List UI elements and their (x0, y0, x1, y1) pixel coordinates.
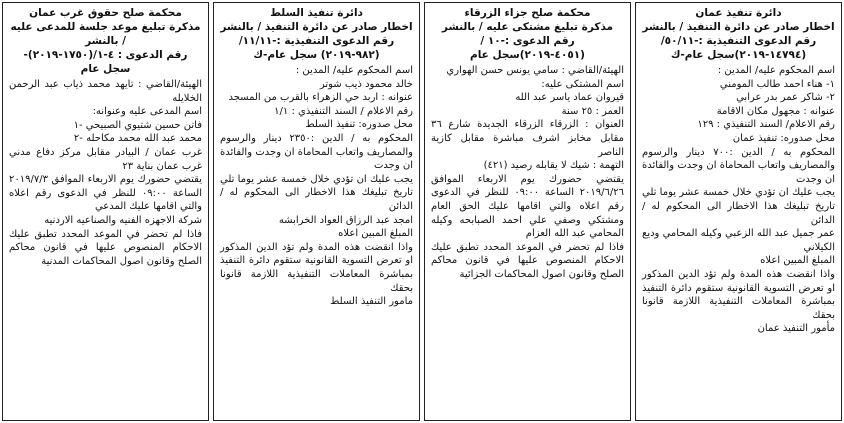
notice-court: محكمة صلح حقوق غرب عمان (29, 7, 182, 19)
notice-line: التهمة : شيك لا يقابله رصيد (٤٢١) (483, 160, 624, 172)
notice-line: شركة الاجهزه الفنيه والصناعيه الاردنيه (44, 214, 202, 226)
notice-title: مذكرة تبليغ مشتكى عليه / بالنشر (441, 21, 614, 33)
notice-case-register: (٤٠٥١-٢٠١٩)سجل عام (470, 49, 585, 61)
notice-line: المبلغ المبين اعلاه (760, 255, 835, 267)
notice-salt-execution (213, 2, 420, 421)
notice-line: غرب عمان / البيادر مقابل مركز دفاع مدني غرب عمان بناية ٢٣ (9, 146, 202, 172)
notice-line: الهيئة/القاضي : سامي يونس حسن الهواري (446, 65, 624, 76)
notice-line: ١- هناء احمد طالب المومني (719, 78, 835, 90)
notice-body (431, 64, 624, 282)
notice-title: اخطار صادر عن دائرة التنفيذ / بالنشر (642, 21, 835, 33)
notice-line: المبلغ المبين اعلاه (338, 228, 413, 240)
notice-line: عمر جميل عبد الله الزعبي وكيله المحامي وديع الكيلاني (642, 228, 835, 253)
notice-case-number: رقم الدعوى التنفيذية :-٥٠/١١/ (660, 35, 817, 47)
notice-line: خالد محمود ذيب شوتر (319, 78, 413, 90)
notice-line: محل صدوره: تنفيذ عمان (732, 132, 835, 144)
notice-line: قيروان عماد ياسر عبد الله (515, 92, 624, 104)
notice-line: واذا انقضت هذه المدة ولم تؤد الدين المذكور او تعرض التسوية القانونية ستقوم دائرة التنفيذ بمباشرة المعاملات التنفيذية اللازمة قانونا بحقك (220, 241, 413, 294)
notice-line: ٢- شاكر عمر بدر عرابي (736, 92, 835, 104)
notice-line: عنوانه : اربد حي الزهراء بالقرب من المسجد (228, 92, 413, 104)
notice-line: عنوانه : مجهول مكان الاقامة (716, 105, 835, 117)
notice-case-register: (٩٨٢-٢٠١٩) سجل عام-ك (253, 49, 380, 61)
notice-line: اسم المحكوم عليه/ المدين : (295, 65, 413, 76)
notice-line: اسم المحكوم عليه/ المدين : (717, 65, 835, 76)
notice-case-number: رقم الدعوى : ٤-١/(١٧٥٠-٢٠١٩)- (23, 49, 188, 61)
notice-line: اسم المشتكى عليه: (541, 78, 624, 90)
notice-line: العمر : ٢٥ سنة (561, 105, 624, 117)
notice-line: رقم الاعلام/ السند التنفيذي : ١٢٩ (697, 119, 835, 131)
notice-line: الهيئة/القاضي : تايهد محمد ذياب عبد الرحمن الخلايله (9, 79, 202, 104)
notice-case-number: رقم الدعوى :-١٠ / (480, 35, 575, 47)
notice-title: اخطار صادر عن دائرة التنفيذ / بالنشر (220, 21, 413, 33)
notice-line: يقتضي حضورك يوم الاربعاء الموافق ٢٠١٩/٦/٢٦ الساعة ٠٩:٠٠ للنظر في الدعوى رقم اعلاه والتي اقامها عليك الحق العام ومشتكي وصفي علي احمد الصبابحه وكيله المحامي عبد الله العزام (431, 173, 625, 240)
notice-body (220, 64, 413, 309)
notice-court: دائرة تنفيذ السلط (270, 7, 363, 19)
notice-line: يجب عليك ان تؤدي خلال خمسة عشر يوما تلي تاريخ تبليغك هذا الاخطار الى المحكوم له / الدائن (220, 173, 413, 212)
notice-line: اسم المدعى عليه وعنوانه: (92, 106, 202, 118)
notice-line: يقتضي حضورك يوم الاربعاء الموافق ٢٠١٩/٧/٣ الساعة ٠٩:٠٠ للنظر في الدعوى رقم اعلاه والتي اقامها عليك المدعي (9, 174, 202, 213)
notice-body (642, 64, 835, 336)
notice-zarqa-criminal (424, 2, 631, 421)
notice-line: محل صدوره: تنفيذ السلط (305, 119, 413, 131)
notice-signature: مأمور التنفيذ عمان (757, 323, 835, 335)
notice-body (9, 78, 202, 268)
notice-line: العنوان : الزرقاء الزرقاء الجديدة شارع ٣٦ مقابل مخابز اشرف مباشرة مقابل كازية الناصر (431, 119, 624, 158)
notice-line: فاذا لم تحضر في الموعد المحدد تطبق عليك الاحكام المنصوص عليها في قانون محاكم الصلح وقانون اصول المحاكمات المدنية (9, 228, 202, 267)
notice-court: محكمة صلح جزاء الزرقاء (464, 7, 591, 19)
notice-line: واذا انقضت هذه المدة ولم تؤد الدين المذكور او تعرض التسوية القانونية ستقوم دائرة التنفيذ بمباشرة المعاملات التنفيذية اللازمة قانونا بحقك (642, 268, 835, 321)
notice-court: دائرة تنفيذ عمان (695, 7, 782, 19)
notice-case-register: سجل عام (80, 63, 131, 75)
notice-line: امجد عبد الرزاق العواد الخرابشه (278, 214, 413, 226)
notice-line: المحكوم به / الدين :٧٠٠ دينار والرسوم والمصاريف واتعاب المحاماة ان وجدت والفائدة ان وجدت (642, 146, 835, 185)
notice-line: المحكوم به / الدين :٢٣٥٠ دينار والرسوم والمصاريف واتعاب المحاماة ان وجدت والفائدة ان وجدت (220, 132, 413, 172)
notice-title: مذكرة تبليغ موعد جلسة للمدعى عليه / بالنشر (10, 21, 201, 47)
notice-line: يجب عليك ان تؤدي خلال خمسة عشر يوما تلي تاريخ تبليغك هذا الاخطار الى المحكوم له / الدائن (642, 187, 835, 226)
notice-case-number: رقم الدعوى التنفيذية :-١١/١١/ (238, 35, 395, 47)
notice-case-register: (١٤٧٩٤-٢٠١٩)سجل عام-ك (670, 49, 807, 61)
notice-line: رقم الاعلام / السند التنفيذي : ١/١ (274, 105, 413, 117)
notice-line: محمد عبد الله محمد مكاحله -٢ (73, 133, 202, 145)
notice-line: فاذا لم تحضر في الموعد المحدد تطبق عليك الاحكام المنصوص عليها في قانون محاكم الصلح وقانون اصول المحاكمات الجزائية (431, 241, 624, 280)
notice-signature: مامور التنفيذ السلط (330, 296, 413, 308)
notice-line: فاتن حسين شتيوي الصبيحي -١ (73, 119, 202, 131)
notice-amman-execution (635, 2, 842, 421)
notice-west-amman-civil (2, 2, 209, 421)
